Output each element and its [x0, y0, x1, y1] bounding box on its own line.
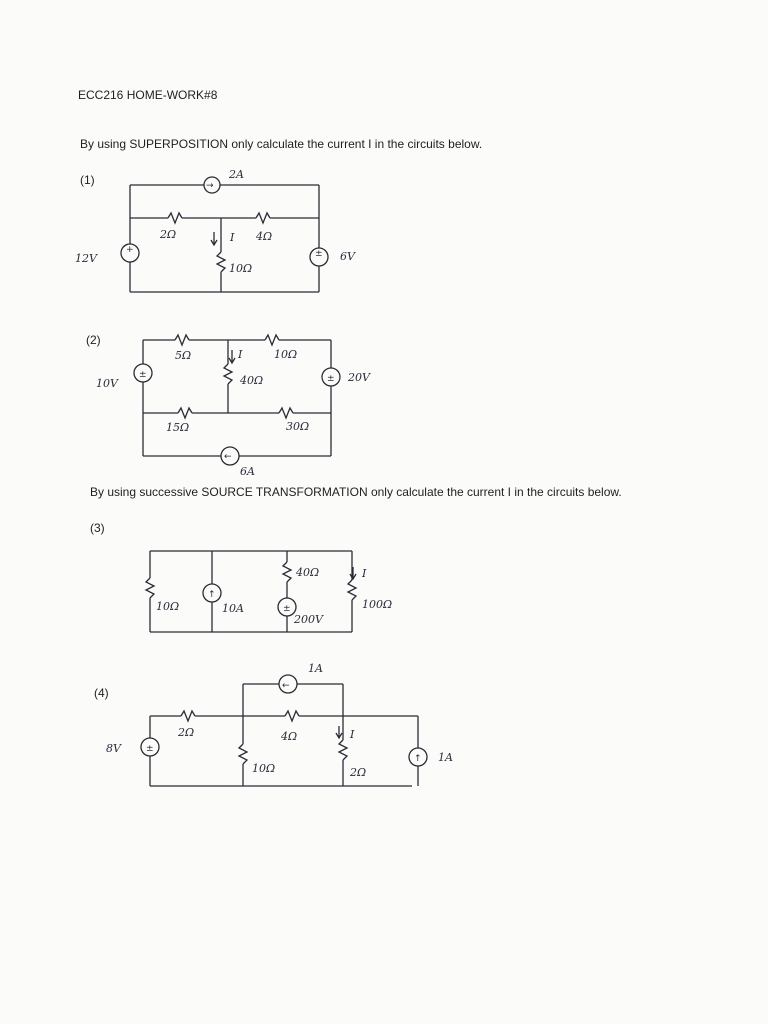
c2-label-i: I	[238, 348, 243, 361]
c4-label-1a-right: 1A	[438, 751, 453, 764]
c3-label-100ohm: 100Ω	[362, 598, 393, 611]
c1-label-2a: 2A	[229, 168, 244, 181]
c2-label-15ohm: 15Ω	[166, 421, 190, 434]
problem-4-number: (4)	[94, 686, 109, 700]
c2-label-30ohm: 30Ω	[286, 420, 310, 433]
svg-text:±: ±	[283, 604, 291, 614]
circuit-1	[121, 177, 328, 292]
c2-label-5ohm: 5Ω	[175, 349, 192, 362]
svg-text:←: ←	[224, 452, 232, 462]
c1-label-4ohm: 4Ω	[256, 230, 273, 243]
svg-text:±: ±	[315, 249, 323, 259]
svg-text:↑: ↑	[208, 590, 216, 600]
svg-text:±: ±	[139, 370, 147, 380]
c2-label-40ohm: 40Ω	[240, 374, 264, 387]
c2-label-10v: 10V	[96, 377, 118, 390]
problem-2-number: (2)	[86, 333, 101, 347]
c3-label-200v: 200V	[294, 613, 323, 626]
c3-label-10ohm: 10Ω	[156, 600, 180, 613]
c3-label-10a: 10A	[222, 602, 244, 615]
c4-label-2ohm-bottom: 2Ω	[350, 766, 367, 779]
c4-label-2ohm-top: 2Ω	[178, 726, 195, 739]
c1-label-i: I	[230, 231, 235, 244]
c2-label-20v: 20V	[348, 371, 370, 384]
page-title: ECC216 HOME-WORK#8	[78, 88, 218, 102]
c1-label-6v: 6V	[340, 250, 355, 263]
source-transformation-instruction: By using successive SOURCE TRANSFORMATION only calculate the current I in the circuits below.	[90, 485, 622, 499]
circuit-3	[146, 551, 356, 632]
problem-3-number: (3)	[90, 521, 105, 535]
c3-label-40ohm: 40Ω	[296, 566, 320, 579]
c2-label-10ohm: 10Ω	[274, 348, 298, 361]
superposition-instruction: By using SUPERPOSITION only calculate the current I in the circuits below.	[80, 137, 483, 151]
c4-label-1a-top: 1A	[308, 662, 323, 675]
svg-text:±: ±	[327, 374, 335, 384]
svg-text:←: ←	[282, 681, 290, 691]
c3-label-i: I	[362, 567, 367, 580]
circuit-2	[134, 335, 340, 465]
c4-label-10ohm: 10Ω	[252, 762, 276, 775]
c2-label-6a: 6A	[240, 465, 255, 478]
problem-1-number: (1)	[80, 173, 95, 187]
svg-text:→: →	[206, 181, 214, 191]
c1-label-12v: 12V	[75, 252, 97, 265]
c4-label-i: I	[350, 728, 355, 741]
svg-text:±: ±	[146, 744, 154, 754]
c1-label-2ohm: 2Ω	[160, 228, 177, 241]
c1-label-10ohm: 10Ω	[229, 262, 253, 275]
c4-label-4ohm: 4Ω	[281, 730, 298, 743]
svg-text:+: +	[126, 245, 134, 255]
c4-label-8v: 8V	[106, 742, 121, 755]
svg-text:↑: ↑	[414, 754, 422, 764]
